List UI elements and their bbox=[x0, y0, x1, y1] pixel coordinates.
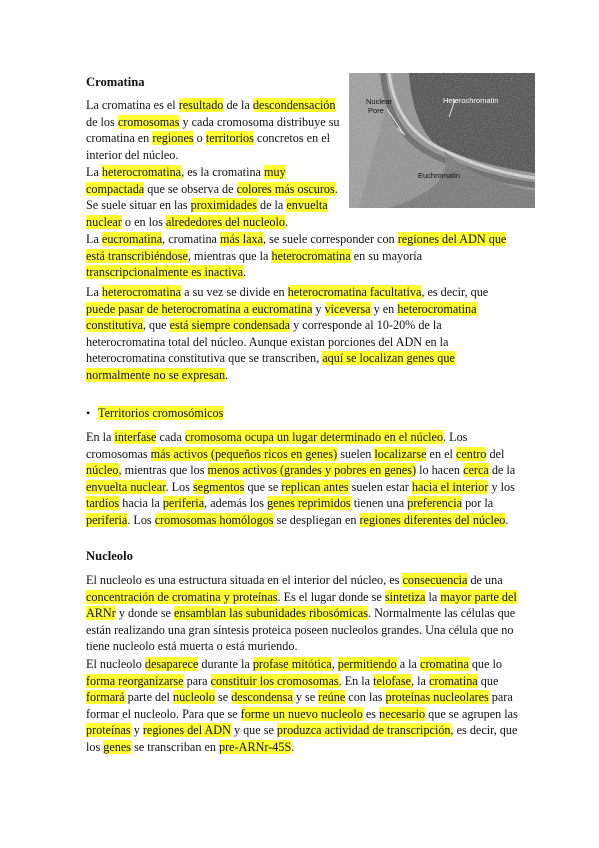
highlighted-text: Territorios cromosómicos bbox=[98, 406, 224, 420]
heading-territorios bbox=[86, 405, 223, 422]
text-run: , se suele corresponder con bbox=[263, 232, 398, 246]
text-run: parte del bbox=[124, 690, 173, 705]
highlighted-text: periferia bbox=[162, 496, 205, 511]
highlighted-text: preferencia bbox=[407, 496, 463, 511]
text-run: del bbox=[486, 446, 505, 461]
heading-nucleolo: Nucleolo bbox=[86, 549, 133, 563]
highlighted-text: cromosomas homólogos bbox=[154, 512, 274, 527]
text-run: y que se bbox=[230, 723, 277, 738]
highlighted-text: ensamblan las subunidades ribosómicas bbox=[174, 606, 368, 621]
text-run: . bbox=[291, 739, 295, 754]
text-run: , mientras que los bbox=[118, 463, 208, 478]
highlighted-text: más activos bbox=[150, 446, 208, 461]
highlighted-text: envuelta nuclear bbox=[86, 198, 328, 229]
text-run: La bbox=[86, 285, 102, 299]
highlighted-text: (grandes y pobres en genes) bbox=[276, 463, 417, 478]
text-run: . Normalmente las células que están realizando una gran síntesis proteica poseen nucleolos grandes. Una célula que no tiene nucleolo está muerta o está muriendo. bbox=[86, 606, 516, 654]
text-run: de los bbox=[86, 114, 118, 129]
highlighted-text: permitiendo bbox=[337, 657, 397, 671]
text-run: de la bbox=[256, 198, 287, 213]
text-run: y bbox=[312, 301, 325, 316]
text-run: . Los bbox=[127, 512, 155, 527]
paragraph-cromatina-intro bbox=[86, 97, 340, 163]
highlighted-text: interfase bbox=[114, 430, 157, 444]
highlighted-text: cromosomas bbox=[117, 114, 180, 129]
text-run: que se agrupen las bbox=[425, 706, 518, 721]
highlighted-text: necesario bbox=[379, 706, 426, 721]
text-run: y bbox=[130, 723, 143, 738]
highlighted-text: replican antes bbox=[281, 479, 349, 494]
text-run: por la bbox=[462, 496, 494, 511]
highlighted-text: cromatina bbox=[420, 657, 469, 671]
text-run: con las bbox=[345, 690, 386, 705]
label-heterochromatin: Heterochromatin bbox=[443, 96, 499, 105]
text-run: . Es el lugar donde se bbox=[277, 589, 385, 604]
text-run: . Los bbox=[165, 479, 193, 494]
highlighted-text: genes reprimidos bbox=[267, 496, 351, 511]
highlighted-text: (pequeños ricos en genes) bbox=[207, 446, 338, 461]
highlighted-text: cromatina bbox=[428, 673, 478, 688]
highlighted-text: sintetiza bbox=[384, 589, 426, 604]
territorios-title bbox=[98, 406, 223, 420]
highlighted-text: regiones diferentes del núcleo bbox=[359, 512, 506, 527]
micrograph-image bbox=[349, 73, 535, 208]
highlighted-text: centro bbox=[455, 446, 487, 461]
text-run: que bbox=[477, 673, 499, 688]
text-run: . bbox=[243, 265, 247, 280]
highlighted-text: regiones bbox=[152, 131, 194, 146]
highlighted-text: forme un nuevo nucleolo bbox=[240, 706, 363, 721]
highlighted-text: muy compactada bbox=[86, 165, 286, 196]
label-euchromatin: Euchromatin bbox=[418, 171, 461, 180]
highlighted-text: segmentos bbox=[192, 479, 245, 494]
paragraph-eucromatina bbox=[86, 231, 516, 281]
text-run: durante la bbox=[198, 657, 253, 671]
text-run: que se observa de bbox=[144, 181, 237, 196]
highlighted-text: heterocromatina bbox=[101, 285, 182, 299]
highlighted-text: descondensa bbox=[231, 690, 293, 705]
highlighted-text: aquí se localizan genes que normalmente no se expresan bbox=[86, 351, 455, 382]
text-run: . bbox=[225, 367, 229, 382]
highlighted-text: periferia bbox=[86, 512, 128, 527]
paragraph-tipos-heterocromatina bbox=[86, 284, 506, 384]
highlighted-text: tardíos bbox=[86, 496, 120, 511]
text-run: , además los bbox=[204, 496, 268, 511]
label-pore: Pore bbox=[368, 106, 384, 115]
highlighted-text: colores más oscuros bbox=[236, 181, 335, 196]
highlighted-text: transcripcionalmente es inactiva bbox=[86, 265, 244, 280]
highlighted-text: consecuencia bbox=[402, 573, 468, 587]
text-run: . bbox=[285, 214, 289, 229]
highlighted-text: heterocromatina bbox=[271, 248, 351, 263]
text-run: La cromatina es el bbox=[86, 98, 179, 112]
highlighted-text: puede pasar de heterocromatina a eucromatina bbox=[86, 301, 313, 316]
text-run: se bbox=[214, 690, 232, 705]
bullet-icon: • bbox=[86, 406, 91, 420]
text-run: a la bbox=[396, 657, 421, 671]
highlighted-text: pre-ARNr-45S bbox=[219, 739, 292, 754]
text-run: , bbox=[331, 657, 338, 671]
text-run: para bbox=[183, 673, 211, 688]
highlighted-text: menos activos bbox=[207, 463, 277, 478]
text-run: y los bbox=[488, 479, 515, 494]
text-run: y donde se bbox=[115, 606, 175, 621]
highlighted-text: nucleolo bbox=[172, 690, 215, 705]
text-run: El nucleolo bbox=[86, 657, 145, 671]
paragraph-nucleolo bbox=[86, 572, 518, 655]
text-run: se transcriban en bbox=[131, 739, 220, 754]
label-nuclear: Nuclear bbox=[366, 97, 392, 106]
highlighted-text: profase mitótica bbox=[252, 657, 332, 671]
highlighted-text: cromosoma ocupa un lugar determinado en el núcleo bbox=[184, 430, 444, 444]
text-run: tienen una bbox=[350, 496, 408, 511]
highlighted-text: heterocromatina constitutiva bbox=[86, 301, 477, 333]
highlighted-text: mayor parte del ARNr bbox=[86, 589, 517, 621]
text-run: , es la cromatina bbox=[181, 165, 265, 179]
text-run: El nucleolo es una estructura situada en el interior del núcleo, es bbox=[86, 573, 403, 587]
text-run: . En la bbox=[338, 673, 374, 688]
text-run: que lo bbox=[468, 657, 502, 671]
text-run: de la bbox=[488, 463, 516, 478]
text-run: y corresponde al 10-20% de la heterocromatina total del núcleo. Aunque existan porciones del ADN en la heterocromatina constitutiva que se transcriben, bbox=[86, 318, 449, 366]
text-run: y cada cromosoma distribuye su cromatina en bbox=[86, 114, 340, 146]
highlighted-text: regiones del ADN bbox=[142, 723, 231, 738]
text-run: en su mayoría bbox=[350, 248, 423, 263]
highlighted-text: cerca bbox=[463, 463, 489, 478]
highlighted-text: regiones del ADN que está transcribiéndose bbox=[86, 232, 507, 263]
text-run: se despliegan en bbox=[273, 512, 360, 527]
text-run: es bbox=[362, 706, 380, 721]
paragraph-territorios bbox=[86, 429, 518, 529]
highlighted-text: concentración de cromatina y proteínas bbox=[86, 589, 278, 604]
heading-cromatina: Cromatina bbox=[86, 75, 145, 89]
highlighted-text: alrededores del nucleolo bbox=[165, 214, 286, 229]
highlighted-text: núcleo bbox=[86, 463, 119, 478]
text-run: a su vez se divide en bbox=[181, 285, 288, 299]
text-run: . bbox=[505, 512, 509, 527]
highlighted-text: eucromatina bbox=[101, 232, 163, 246]
text-run: , la bbox=[411, 673, 429, 688]
chromatin-micrograph bbox=[349, 73, 535, 208]
text-run: . Se suele situar en las bbox=[86, 181, 338, 213]
highlighted-text: constituir los cromosomas bbox=[210, 673, 339, 688]
text-run: de la bbox=[223, 98, 253, 112]
highlighted-text: forma reorganizarse bbox=[86, 673, 184, 688]
highlighted-text: genes bbox=[103, 739, 132, 754]
highlighted-text: localizarse bbox=[374, 446, 427, 461]
highlighted-text: produzca actividad de transcripción bbox=[276, 723, 451, 738]
highlighted-text: desaparece bbox=[144, 657, 199, 671]
text-run: o bbox=[193, 131, 206, 146]
highlighted-text: más laxa bbox=[220, 232, 263, 246]
highlighted-text: hacia el interior bbox=[411, 479, 489, 494]
highlighted-text: proteínas nucleolares bbox=[385, 690, 489, 705]
text-run: , que bbox=[142, 318, 170, 333]
paragraph-nucleolo-ciclo bbox=[86, 656, 518, 756]
text-run: para formar el nucleolo. Para que se bbox=[86, 690, 513, 721]
text-run: , es decir, que bbox=[421, 285, 489, 299]
highlighted-text: envuelta nuclear bbox=[86, 479, 166, 494]
text-run: La bbox=[86, 232, 102, 246]
highlighted-text: heterocromatina bbox=[101, 165, 182, 179]
highlighted-text: resultado bbox=[178, 98, 224, 112]
highlighted-text: está siempre condensada bbox=[169, 318, 291, 333]
text-run: concretos en el interior del núcleo. bbox=[86, 131, 331, 162]
highlighted-text: proteínas bbox=[86, 723, 131, 738]
text-run: suelen estar bbox=[348, 479, 412, 494]
text-run: y se bbox=[292, 690, 319, 705]
text-run: que se bbox=[244, 479, 282, 494]
highlighted-text: formará bbox=[86, 690, 125, 705]
highlighted-text: descondensación bbox=[252, 98, 336, 112]
text-run: La bbox=[86, 165, 102, 179]
paragraph-heterocromatina bbox=[86, 164, 342, 230]
text-run: , cromatina bbox=[162, 232, 221, 246]
text-run: o en los bbox=[121, 214, 166, 229]
text-run: En la bbox=[86, 430, 115, 444]
highlighted-text: heterocromatina facultativa bbox=[287, 285, 422, 299]
text-run: de una bbox=[467, 573, 503, 587]
text-run: , mientras que la bbox=[187, 248, 272, 263]
text-run: , es decir, que los bbox=[86, 723, 518, 754]
highlighted-text: telofase bbox=[373, 673, 412, 688]
text-run: hacia la bbox=[119, 496, 163, 511]
highlighted-text: territorios bbox=[205, 131, 254, 146]
highlighted-text: reúne bbox=[318, 690, 346, 705]
text-run: . Los cromosomas bbox=[86, 430, 468, 461]
text-run: y en bbox=[370, 301, 398, 316]
text-run: la bbox=[425, 589, 441, 604]
text-run: cada bbox=[156, 430, 185, 444]
text-run: suelen bbox=[337, 446, 375, 461]
highlighted-text: viceversa bbox=[324, 301, 371, 316]
highlighted-text: proximidades bbox=[190, 198, 257, 213]
text-run: en el bbox=[426, 446, 456, 461]
text-run: lo hacen bbox=[416, 463, 464, 478]
